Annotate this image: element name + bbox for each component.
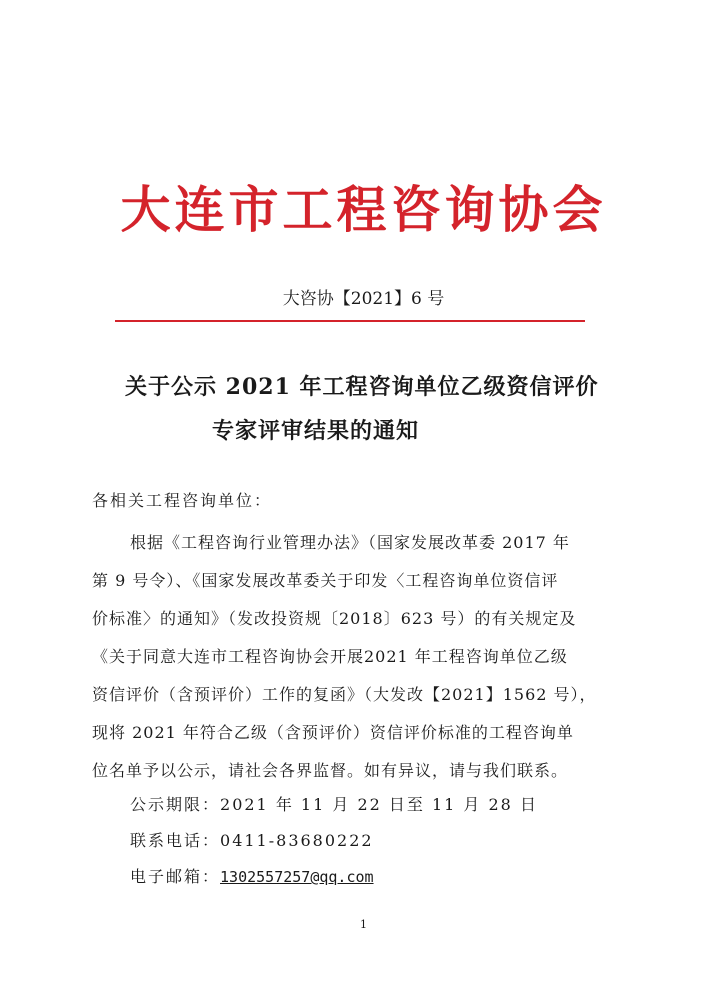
notice-title-line-2: 专家评审结果的通知 bbox=[212, 418, 420, 444]
notice-title-line-1: 关于公示 2021 年工程咨询单位乙级资信评价 bbox=[125, 374, 599, 400]
page-number: 1 bbox=[360, 918, 367, 931]
paragraph-line: 现将 2021 年符合乙级（含预评价）资信评价标准的工程咨询单 bbox=[92, 723, 574, 742]
publicity-period bbox=[130, 792, 538, 815]
paragraph-line: 位名单予以公示，请社会各界监督。如有异议，请与我们联系。 bbox=[92, 761, 569, 780]
paragraph-line: 资信评价（含预评价）工作的复函》（大发改【2021】1562 号）， bbox=[92, 685, 597, 704]
contact-phone-value: 0411-83680222 bbox=[220, 831, 374, 850]
red-divider bbox=[115, 320, 585, 322]
paragraph-line: 价标准〉的通知》（发改投资规〔2018〕623 号）的有关规定及 bbox=[92, 609, 577, 628]
contact-phone-label: 联系电话： bbox=[130, 831, 221, 850]
paragraph-line: 第 9 号令）、《国家发展改革委关于印发〈工程咨询单位资信评 bbox=[92, 571, 559, 590]
email-link[interactable]: 1302557257@qq.com bbox=[220, 868, 374, 886]
contact-email bbox=[130, 864, 374, 887]
document-number: 大咨协【2021】6 号 bbox=[282, 289, 445, 309]
publicity-period-value: 2021 年 11 月 22 日至 11 月 28 日 bbox=[220, 795, 538, 814]
paragraph-line: 根据《工程咨询行业管理办法》（国家发展改革委 2017 年 bbox=[130, 533, 570, 552]
contact-email-label: 电子邮箱： bbox=[130, 867, 221, 886]
publicity-period-label: 公示期限： bbox=[130, 795, 221, 814]
organization-title: 大连市工程咨询协会 bbox=[120, 181, 607, 239]
salutation: 各相关工程咨询单位： bbox=[92, 491, 273, 510]
contact-phone bbox=[130, 828, 374, 851]
paragraph-line: 《关于同意大连市工程咨询协会开展2021 年工程咨询单位乙级 bbox=[92, 647, 568, 666]
